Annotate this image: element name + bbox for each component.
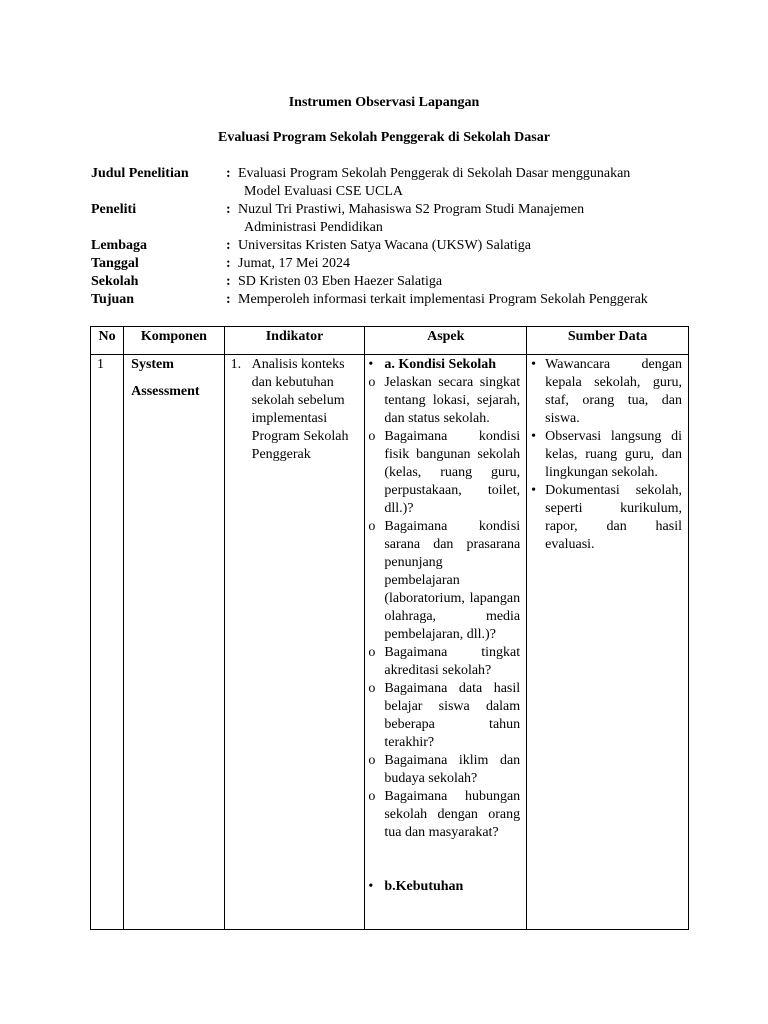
cell-aspek [365,355,527,930]
circle-bullet-icon: o [368,375,376,390]
aspek-item [367,374,520,428]
meta-colon: : [226,238,231,253]
aspek-item [367,680,520,752]
sumber-item-text: Wawancara dengan kepala sekolah, guru, staf, orang tua, dan siswa. [545,357,682,426]
cell-no: 1 [91,355,124,930]
meta-value [234,165,688,201]
document-title: Instrumen Observasi Lapangan [288,95,480,110]
circle-bullet-icon: o [368,519,376,534]
meta-value [234,201,688,237]
column-header-komponen: Komponen [124,327,225,355]
indikator-number: 1. [230,357,242,372]
meta-colon: : [226,202,231,217]
meta-row-peneliti [91,201,691,237]
meta-colon: : [226,166,231,181]
circle-bullet-icon: o [368,753,376,768]
bullet-icon: • [368,357,374,372]
aspek-item-text: Bagaimana data hasil belajar siswa dalam beberapa tahun terakhir? [384,681,521,750]
meta-value-line: Administrasi Pendidikan [244,220,383,235]
column-header-no: No [91,327,124,355]
sumber-item [531,428,682,482]
meta-value: Jumat, 17 Mei 2024 [238,256,350,271]
meta-colon: : [226,256,231,271]
column-header-sumber-data: Sumber Data [527,327,689,355]
cell-sumber-data [527,355,689,930]
aspek-item-text: Bagaimana kondisi sarana dan prasarana penunjang pembelajaran (laboratorium, lapangan olahraga, media pembelajaran, dll.)? [384,519,521,642]
sumber-item-text: Dokumentasi sekolah, seperti kurikulum, rapor, dan hasil evaluasi. [545,483,682,552]
meta-colon: : [226,292,231,307]
bullet-icon: • [531,429,537,444]
aspek-item [367,428,520,518]
meta-label: Peneliti [91,202,137,217]
meta-label: Judul Penelitian [91,166,189,181]
komponen-line: System [131,357,174,372]
document-subtitle: Evaluasi Program Sekolah Penggerak di Sekolah Dasar [218,130,550,145]
cell-komponen [124,355,225,930]
meta-value: Memperoleh informasi terkait implementasi Program Sekolah Penggerak [238,292,648,307]
research-info [91,165,691,309]
meta-value: SD Kristen 03 Eben Haezer Salatiga [238,274,443,289]
meta-value-line: Nuzul Tri Prastiwi, Mahasiswa S2 Program Studi Manajemen [238,202,585,217]
aspek-heading-text: b.Kebutuhan [384,879,464,894]
meta-label: Tujuan [91,292,135,307]
meta-row-tanggal [91,255,691,273]
sumber-item [531,356,682,428]
meta-label: Lembaga [91,238,147,253]
sumber-item-text: Observasi langsung di kelas, ruang guru, dan lingkungan sekolah. [545,429,682,480]
spacer [367,842,520,878]
sumber-item [531,482,682,554]
aspek-heading-text: a. Kondisi Sekolah [384,357,497,372]
aspek-item [367,644,520,680]
meta-row-lembaga [91,237,691,255]
meta-label: Sekolah [91,274,139,289]
aspek-item-text: Bagaimana iklim dan budaya sekolah? [384,753,521,786]
circle-bullet-icon: o [368,789,376,804]
meta-row-judul [91,165,691,201]
table-row [91,355,689,930]
meta-value-line: Evaluasi Program Sekolah Penggerak di Sekolah Dasar menggunakan [238,166,631,181]
aspek-item [367,788,520,842]
indikator-item [231,356,359,464]
aspek-item-text: Bagaimana hubungan sekolah dengan orang tua dan masyarakat? [384,789,521,840]
meta-value: Universitas Kristen Satya Wacana (UKSW) Salatiga [238,238,531,253]
circle-bullet-icon: o [368,681,376,696]
komponen-line: Assessment [131,384,200,399]
aspek-item [367,752,520,788]
aspek-item-text: Bagaimana tingkat akreditasi sekolah? [384,645,521,678]
meta-value-line: Model Evaluasi CSE UCLA [244,184,404,199]
observation-table [90,326,689,930]
aspek-heading [367,878,520,896]
indikator-text: Analisis konteks dan kebutuhan sekolah sebelum implementasi Program Sekolah Penggerak [251,357,349,462]
aspek-item-text: Bagaimana kondisi fisik bangunan sekolah (kelas, ruang guru, perpustakaan, toilet, dll.)? [384,429,521,516]
aspek-item [367,518,520,644]
meta-row-tujuan [91,291,691,309]
bullet-icon: • [531,483,537,498]
bullet-icon: • [368,879,374,894]
column-header-indikator: Indikator [224,327,365,355]
meta-row-sekolah [91,273,691,291]
meta-label: Tanggal [91,256,139,271]
meta-colon: : [226,274,231,289]
table-header-row [91,327,689,355]
circle-bullet-icon: o [368,429,376,444]
cell-indikator [224,355,365,930]
bullet-icon: • [531,357,537,372]
aspek-heading [367,356,520,374]
circle-bullet-icon: o [368,645,376,660]
aspek-item-text: Jelaskan secara singkat tentang lokasi, sejarah, dan status sekolah. [384,375,521,426]
column-header-aspek: Aspek [365,327,527,355]
